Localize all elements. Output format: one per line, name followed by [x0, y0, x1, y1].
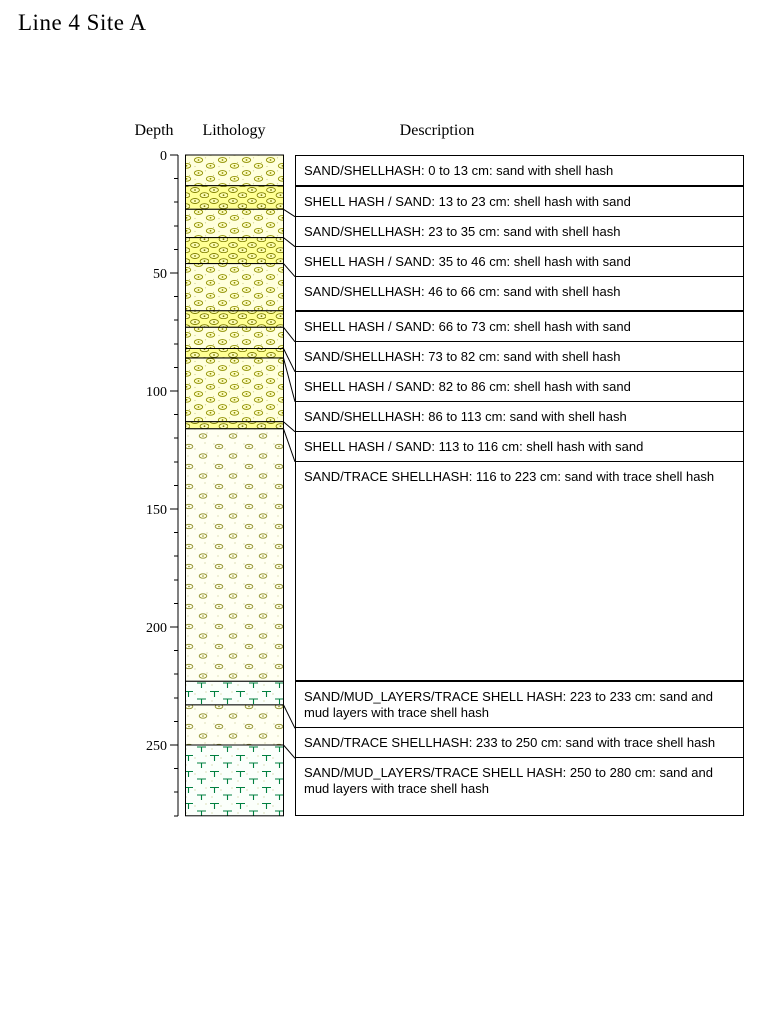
description-text: SAND/SHELLHASH: 86 to 113 cm: sand with shell hash: [304, 408, 627, 424]
description-text: SAND/SHELLHASH: 73 to 82 cm: sand with shell hash: [304, 348, 621, 364]
lithology-layer-shellhash_sand: [186, 422, 284, 429]
description-box: [295, 276, 744, 311]
description-text: SAND/MUD_LAYERS/TRACE SHELL HASH: 250 to 280 cm: sand and mud layers with trace shell hash: [304, 765, 713, 797]
description-text: SAND/SHELLHASH: 0 to 13 cm: sand with shell hash: [304, 163, 614, 178]
description-box: [295, 681, 744, 728]
lithology-layer-sand_trace_shellhash: [186, 429, 284, 682]
leader-line: [284, 264, 296, 277]
lithology-layer-sand_mud_trace: [186, 745, 284, 816]
depth-tick-label: 200: [146, 621, 167, 636]
description-box: [295, 461, 744, 682]
depth-tick-label: 150: [146, 503, 167, 518]
lithology-layer-sand_shellhash: [186, 209, 284, 237]
description-box: [295, 431, 744, 462]
description-text: SAND/SHELLHASH: 23 to 35 cm: sand with shell hash: [304, 223, 621, 239]
description-text: SAND/SHELLHASH: 46 to 66 cm: sand with shell hash: [304, 283, 621, 299]
leader-line: [284, 349, 296, 372]
description-text: SAND/MUD_LAYERS/TRACE SHELL HASH: 223 to 233 cm: sand and mud layers with trace shell hash: [304, 689, 713, 721]
leader-line: [284, 209, 296, 216]
description-text: SAND/TRACE SHELLHASH: 233 to 250 cm: sand with trace shell hash: [304, 735, 716, 751]
description-box: [295, 757, 744, 816]
depth-tick-label: 100: [146, 385, 167, 400]
lithology-layer-sand_trace_shellhash: [186, 705, 284, 745]
description-column-header: Description: [399, 122, 475, 139]
leader-line: [284, 327, 296, 342]
description-text: SHELL HASH / SAND: 66 to 73 cm: shell hash with sand: [304, 318, 631, 334]
description-text: SHELL HASH / SAND: 13 to 23 cm: shell hash with sand: [304, 193, 631, 209]
description-box: [295, 371, 744, 402]
description-text: SHELL HASH / SAND: 113 to 116 cm: shell hash with sand: [304, 438, 644, 454]
depth-column-header: Depth: [134, 122, 174, 139]
lithology-column-header: Lithology: [202, 122, 266, 139]
lithology-layer-sand_shellhash: [186, 358, 284, 422]
page-title: Line 4 Site A: [18, 10, 147, 35]
description-text: SAND/TRACE SHELLHASH: 116 to 223 cm: sand with trace shell hash: [304, 468, 715, 484]
description-box: [295, 186, 744, 217]
depth-tick-label: 50: [153, 267, 167, 282]
lithology-layer-shellhash_sand: [186, 349, 284, 358]
description-box: [295, 341, 744, 372]
lithology-layer-sand_shellhash: [186, 264, 284, 311]
lithology-layer-shellhash_sand: [186, 311, 284, 328]
description-box: [295, 311, 744, 342]
depth-tick-label: 0: [160, 149, 167, 164]
leader-line: [284, 745, 296, 758]
lithology-layer-sand_shellhash: [186, 155, 284, 186]
lithology-layer-shellhash_sand: [186, 238, 284, 264]
description-text: SHELL HASH / SAND: 35 to 46 cm: shell hash with sand: [304, 253, 631, 269]
description-box: [295, 727, 744, 758]
leader-line: [284, 358, 296, 402]
description-box: [295, 216, 744, 247]
description-box: [295, 155, 744, 186]
lithology-layer-sand_mud_trace: [186, 681, 284, 705]
leader-line: [284, 422, 296, 432]
leader-line: [284, 705, 296, 728]
description-box: [295, 401, 744, 432]
leader-line: [284, 238, 296, 247]
description-text: SHELL HASH / SAND: 82 to 86 cm: shell hash with sand: [304, 378, 631, 394]
description-box: [295, 246, 744, 277]
lithology-layer-sand_shellhash: [186, 327, 284, 348]
depth-tick-label: 250: [146, 739, 167, 754]
lithology-layer-shellhash_sand: [186, 186, 284, 210]
description-panel: [295, 0, 744, 1012]
leader-line: [284, 429, 296, 462]
